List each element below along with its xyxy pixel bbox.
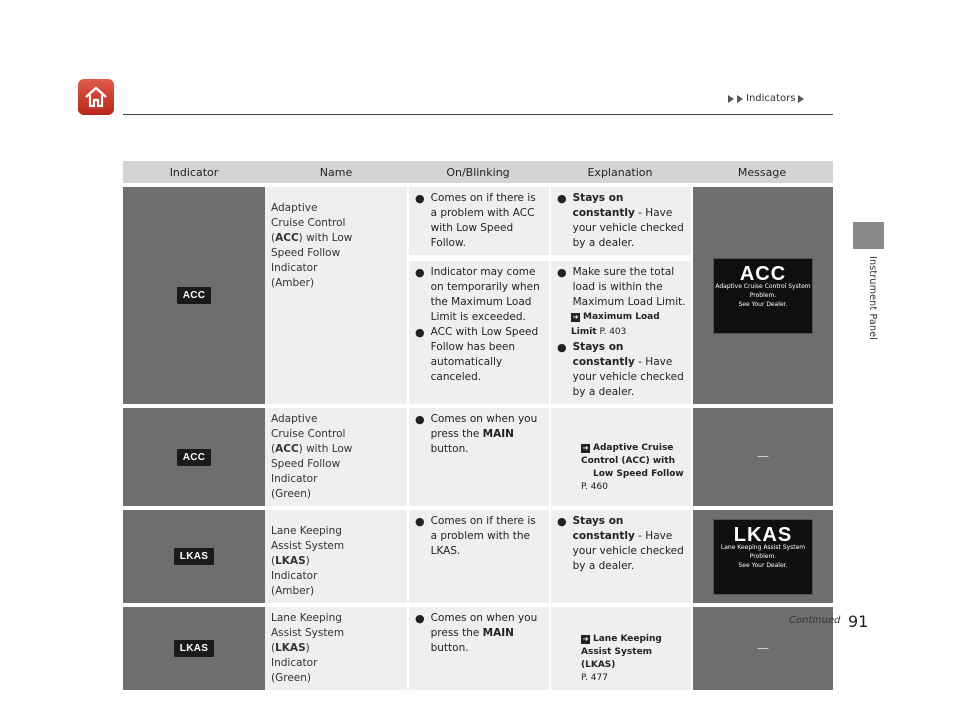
message-cell: —: [691, 607, 833, 690]
explanation-cell: [549, 607, 691, 690]
bullet-icon: ●: [557, 341, 567, 354]
explanation-cell: [549, 408, 691, 506]
home-icon: [83, 85, 109, 109]
page-number: 91: [848, 612, 869, 631]
table-header-row: [123, 161, 833, 183]
on-blinking-cell: ● Comes on when you press the MAIN button.: [407, 408, 549, 506]
bullet-icon: ●: [415, 413, 425, 426]
table-row: [123, 510, 833, 603]
table-row: [123, 187, 833, 255]
name-cell: Lane Keeping Assist System (LKAS) Indicator (Amber): [265, 510, 407, 603]
acc-indicator-icon: ACC: [177, 449, 212, 466]
name-cell: Lane Keeping Assist System (LKAS) Indicator (Green): [265, 607, 407, 690]
breadcrumb: [728, 93, 804, 104]
message-cell: —: [691, 408, 833, 506]
bullet-icon: ●: [415, 266, 425, 279]
indicator-cell: [123, 607, 265, 690]
bullet-icon: ●: [557, 515, 567, 528]
cross-reference-link[interactable]: ➜ Adaptive Cruise Control (ACC) with Low Speed Follow P. 460: [581, 443, 684, 492]
acc-warning-screen: ACC Adaptive Cruise Control System Problem. See Your Dealer.: [713, 258, 813, 334]
on-blinking-cell: ● Comes on if there is a problem with ACC with Low Speed Follow.: [407, 187, 549, 255]
breadcrumb-label[interactable]: Indicators: [746, 93, 796, 104]
header-message: Message: [691, 161, 833, 183]
explanation-cell: ● Stays on constantly - Have your vehicle checked by a dealer.: [549, 510, 691, 603]
indicators-table: [123, 157, 833, 694]
bullet-icon: ●: [415, 326, 425, 339]
message-cell: [691, 187, 833, 404]
lkas-indicator-icon: LKAS: [174, 640, 214, 657]
reference-arrow-icon: ➜: [582, 444, 589, 452]
continued-label: Continued: [789, 615, 841, 626]
header-name: Name: [265, 161, 407, 183]
lkas-warning-screen: LKAS Lane Keeping Assist System Problem. See Your Dealer.: [713, 519, 813, 595]
name-cell: Adaptive Cruise Control (ACC) with Low Speed Follow Indicator (Green): [265, 408, 407, 506]
cross-reference-link[interactable]: ➜ Maximum Load Limit P. 403: [571, 312, 660, 337]
explanation-cell: ● Stays on constantly - Have your vehicle checked by a dealer.: [549, 187, 691, 255]
bullet-icon: ●: [415, 612, 425, 625]
indicator-cell: [123, 510, 265, 603]
on-blinking-cell: ● Comes on when you press the MAIN button.: [407, 607, 549, 690]
header-rule: [123, 114, 833, 115]
triangle-icon: [798, 95, 804, 103]
table-row: [123, 607, 833, 690]
triangle-icon: [737, 95, 743, 103]
name-cell: Adaptive Cruise Control (ACC) with Low Speed Follow Indicator (Amber): [265, 187, 407, 404]
bullet-icon: ●: [557, 192, 567, 205]
bullet-icon: ●: [557, 266, 567, 279]
message-cell: [691, 510, 833, 603]
home-button[interactable]: [78, 79, 114, 115]
header-explanation: Explanation: [549, 161, 691, 183]
lkas-indicator-icon: LKAS: [174, 548, 214, 565]
triangle-icon: [728, 95, 734, 103]
acc-indicator-icon: ACC: [177, 287, 212, 304]
bullet-icon: ●: [415, 515, 425, 528]
explanation-cell: ● Make sure the total load is within the Maximum Load Limit. ➜ Maximum Load Limit P. 403 ● Stays on constantly - Have your vehicle checked by a dealer.: [549, 259, 691, 404]
header-indicator: Indicator: [123, 161, 265, 183]
reference-arrow-icon: ➜: [582, 635, 589, 643]
section-tab[interactable]: [853, 222, 884, 249]
table-row: [123, 408, 833, 506]
bullet-icon: ●: [415, 192, 425, 205]
indicator-cell: [123, 408, 265, 506]
indicator-cell: [123, 187, 265, 404]
header-on-blinking: On/Blinking: [407, 161, 549, 183]
on-blinking-cell: ● Indicator may come on temporarily when the Maximum Load Limit is exceeded. ● ACC with Low Speed Follow has been automatically canceled.: [407, 259, 549, 404]
section-label: Instrument Panel: [867, 256, 878, 341]
on-blinking-cell: ● Comes on if there is a problem with the LKAS.: [407, 510, 549, 603]
reference-arrow-icon: ➜: [572, 313, 579, 321]
cross-reference-link[interactable]: ➜ Lane Keeping Assist System (LKAS) P. 477: [581, 634, 662, 683]
